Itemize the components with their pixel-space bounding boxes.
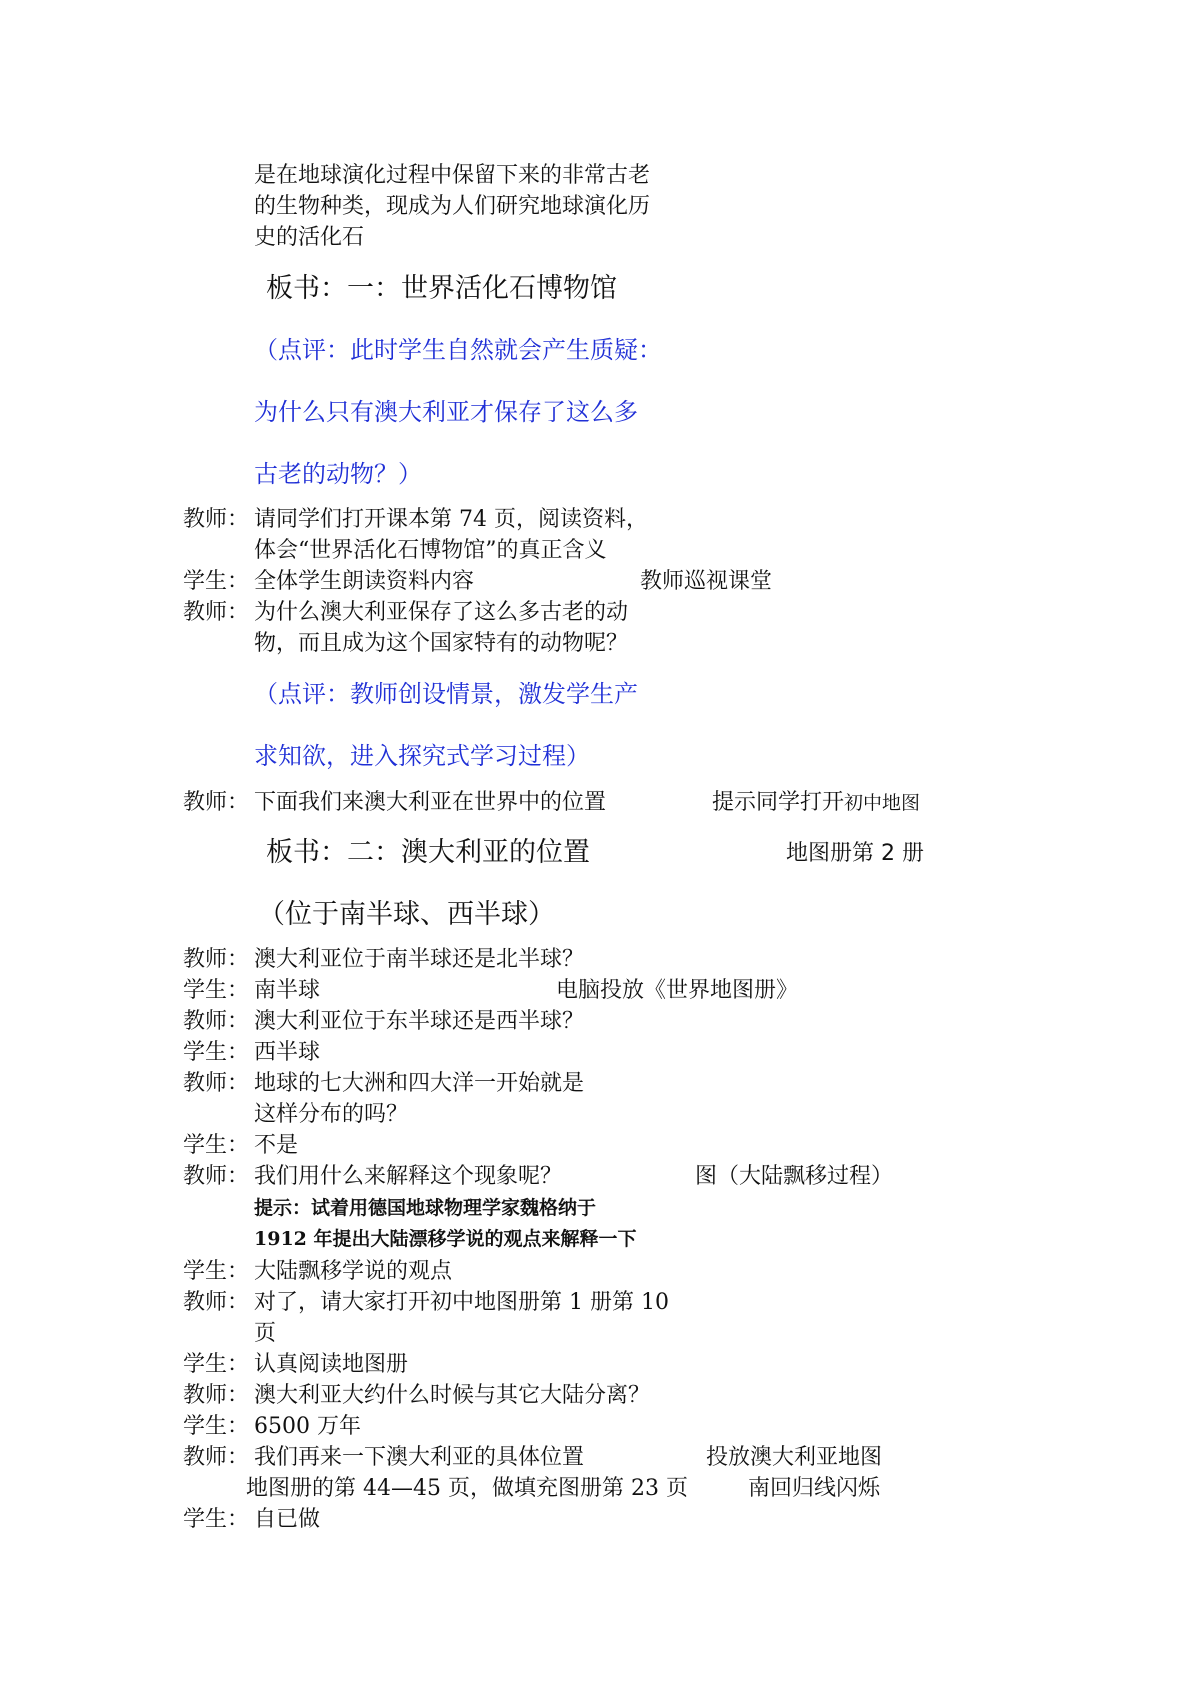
dialogue-text: 不是 [254,1133,299,1158]
dialogue-text: 对了，请大家打开初中地图册第 1 册第 10 [254,1290,669,1315]
intro-line-2: 的生物种类，现成为人们研究地球演化历 [254,194,651,219]
speaker-label: 学生： [183,1414,250,1439]
dialogue-text: 认真阅读地图册 [254,1352,409,1377]
hint-line-2: 1912 年提出大陆漂移学说的观点来解释一下 [254,1228,637,1250]
teaching-note-main: 提示同学打开 [712,790,845,815]
speaker-label: 学生： [183,1507,250,1532]
dialogue-text: 全体学生朗读资料内容 [254,569,475,594]
dialogue-text: 澳大利亚大约什么时候与其它大陆分离？ [254,1383,651,1408]
speaker-label: 学生： [183,1040,250,1065]
board-2-subheading: （位于南半球、西半球） [258,899,555,930]
dialogue-text: 澳大利亚位于东半球还是西半球？ [254,1009,585,1034]
dialogue-text: 澳大利亚位于南半球还是北半球？ [254,947,585,972]
dialogue-text: 请同学们打开课本第 74 页，阅读资料， [254,507,648,532]
speaker-label: 教师： [183,507,250,532]
hint-line-1: 提示：试着用德国地球物理学家魏格纳于 [254,1197,597,1219]
teaching-note-small: 初中地图 [844,792,921,814]
dialogue-text: 自已做 [254,1507,321,1532]
dialogue-text: 南半球 [254,978,321,1003]
dialogue-text: 西半球 [254,1040,321,1065]
speaker-label: 教师： [183,1383,250,1408]
review-1-line-2: 为什么只有澳大利亚才保存了这么多 [254,398,638,426]
speaker-label: 教师： [183,1071,250,1096]
dialogue-text: 页 [254,1321,277,1346]
board-heading-1: 板书：一：世界活化石博物馆 [266,273,617,304]
speaker-label: 教师： [183,947,250,972]
intro-line-1: 是在地球演化过程中保留下来的非常古老 [254,163,651,188]
teaching-note: 南回归线闪烁 [748,1476,881,1501]
review-2-line-2: 求知欲，进入探究式学习过程） [254,742,590,770]
dialogue-text: 地球的七大洲和四大洋一开始就是 [254,1071,585,1096]
speaker-label: 学生： [183,1259,250,1284]
dialogue-text: 大陆飘移学说的观点 [254,1259,453,1284]
speaker-label: 教师： [183,1164,250,1189]
dialogue-text: 这样分布的吗？ [254,1102,409,1127]
speaker-label: 学生： [183,978,250,1003]
dialogue-text: 6500 万年 [254,1414,361,1439]
dialogue-text: 我们用什么来解释这个现象呢？ [254,1164,563,1189]
board-heading-2: 板书：二：澳大利亚的位置 [266,837,590,868]
teaching-note [712,785,920,816]
teaching-note: 教师巡视课堂 [640,569,773,594]
speaker-label: 教师： [183,790,250,815]
dialogue-text: 下面我们来澳大利亚在世界中的位置 [254,790,607,815]
intro-line-3: 史的活化石 [254,225,365,250]
review-2-line-1: （点评：教师创设情景，激发学生产 [254,680,638,708]
speaker-label: 学生： [183,1133,250,1158]
dialogue-text: 体会“世界活化石博物馆”的真正含义 [254,538,607,563]
teaching-note: 电脑投放《世界地图册》 [556,978,799,1003]
dialogue-text: 我们再来一下澳大利亚的具体位置 [254,1445,585,1470]
review-1-line-3: 古老的动物？） [254,460,422,488]
speaker-label: 教师： [183,1290,250,1315]
speaker-label: 学生： [183,1352,250,1377]
speaker-label: 教师： [183,600,250,625]
review-1-line-1: （点评：此时学生自然就会产生质疑： [254,336,662,364]
dialogue-text: 地图册的第 44—45 页，做填充图册第 23 页 [246,1476,688,1501]
teaching-note: 图（大陆飘移过程） [695,1164,894,1189]
teaching-note: 投放澳大利亚地图 [706,1445,883,1470]
dialogue-text: 为什么澳大利亚保存了这么多古老的动 [254,600,629,625]
board-2-note: 地图册第 2 册 [786,841,924,866]
speaker-label: 教师： [183,1009,250,1034]
speaker-label: 学生： [183,569,250,594]
dialogue-text: 物，而且成为这个国家特有的动物呢？ [254,631,629,656]
speaker-label: 教师： [183,1445,250,1470]
